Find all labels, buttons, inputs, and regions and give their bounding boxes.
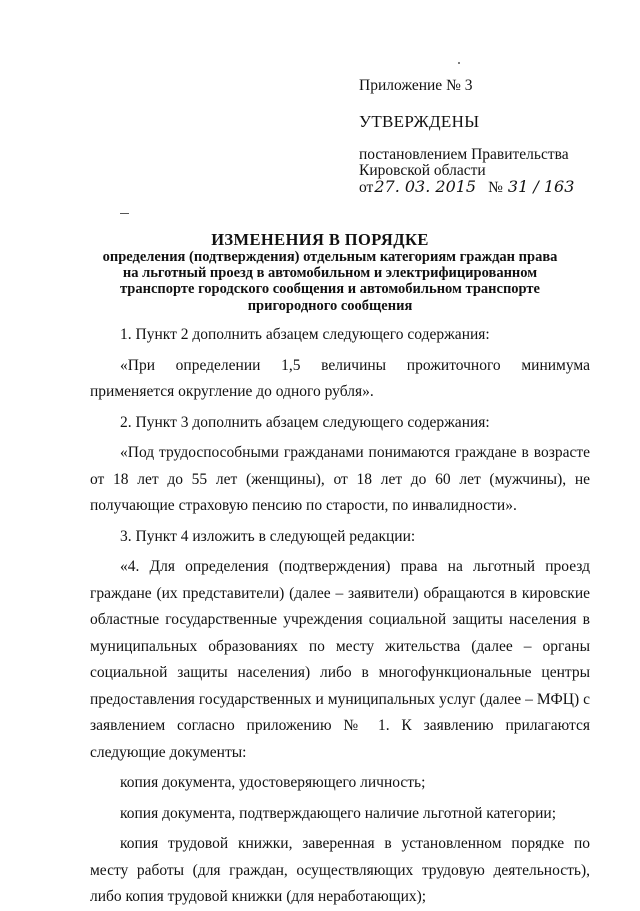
paragraph-1: 1. Пункт 2 дополнить абзацем следующего содержания: xyxy=(120,326,490,343)
subtitle-line-3: транспорте городского сообщения и автомобильном транспорте xyxy=(120,281,540,298)
paragraph-9: копия трудовой книжки, заверенная в установленном порядке по месту работы (для граждан, осуществляющих трудовую деятельность), либо копия трудовой книжки (для неработающих); xyxy=(90,835,590,905)
decree-from-label: от xyxy=(359,179,374,196)
appendix-label: Приложение № 3 xyxy=(359,77,473,94)
document-subtitle xyxy=(90,249,570,314)
decree-date-number-line xyxy=(359,178,576,196)
scan-speck xyxy=(458,62,460,64)
decree-line-2: Кировской области xyxy=(359,162,486,179)
approved-label: УТВЕРЖДЕНЫ xyxy=(359,112,480,131)
paragraph-7: копия документа, удостоверяющего личность; xyxy=(120,774,426,791)
handwritten-decree-date: 27. 03. 2015 xyxy=(374,177,477,196)
paragraph-8: копия документа, подтверждающего наличие льготной категории; xyxy=(120,804,557,822)
paragraph-5: 3. Пункт 4 изложить в следующей редакции: xyxy=(120,527,416,545)
document-title: ИЗМЕНЕНИЯ В ПОРЯДКЕ xyxy=(211,230,429,249)
subtitle-line-1: определения (подтверждения) отдельным категориям граждан права xyxy=(102,249,558,265)
paragraph-2: «При определении 1,5 величины прожиточного минимума применяется округление до одного рубля». xyxy=(90,356,590,400)
paragraph-6: «4. Для определения (подтверждения) права на льготный проезд граждане (их представители) (далее – заявители) обращаются в кировские областные государственные учреждения социальной защиты населения в муниципальных образованиях по месту жительства (далее – органы социальной защиты населения) либо в многофункциональные центры предоставления государственных и муниципальных услуг (далее – МФЦ) с заявлением согласно приложению № 1. К заявлению прилагаются следующие документы: xyxy=(90,558,590,761)
decree-line-1: постановлением Правительства xyxy=(359,146,569,163)
scan-dash-mark xyxy=(120,213,129,214)
subtitle-line-4: пригородного сообщения xyxy=(247,297,413,314)
handwritten-decree-number: 31 / 163 xyxy=(507,177,575,196)
document-body xyxy=(90,322,590,911)
paragraph-3: 2. Пункт 3 дополнить абзацем следующего содержания: xyxy=(120,413,490,431)
decree-number-sign: № xyxy=(488,179,503,196)
paragraph-4: «Под трудоспособными гражданами понимаются граждане в возрасте от 18 лет до 55 лет (женщины), от 18 лет до 60 лет (мужчины), не получающие страховую пенсию по старости, по инвалидности». xyxy=(90,444,590,514)
subtitle-line-2: на льготный проезд в автомобильном и электрифицированном xyxy=(122,265,538,282)
